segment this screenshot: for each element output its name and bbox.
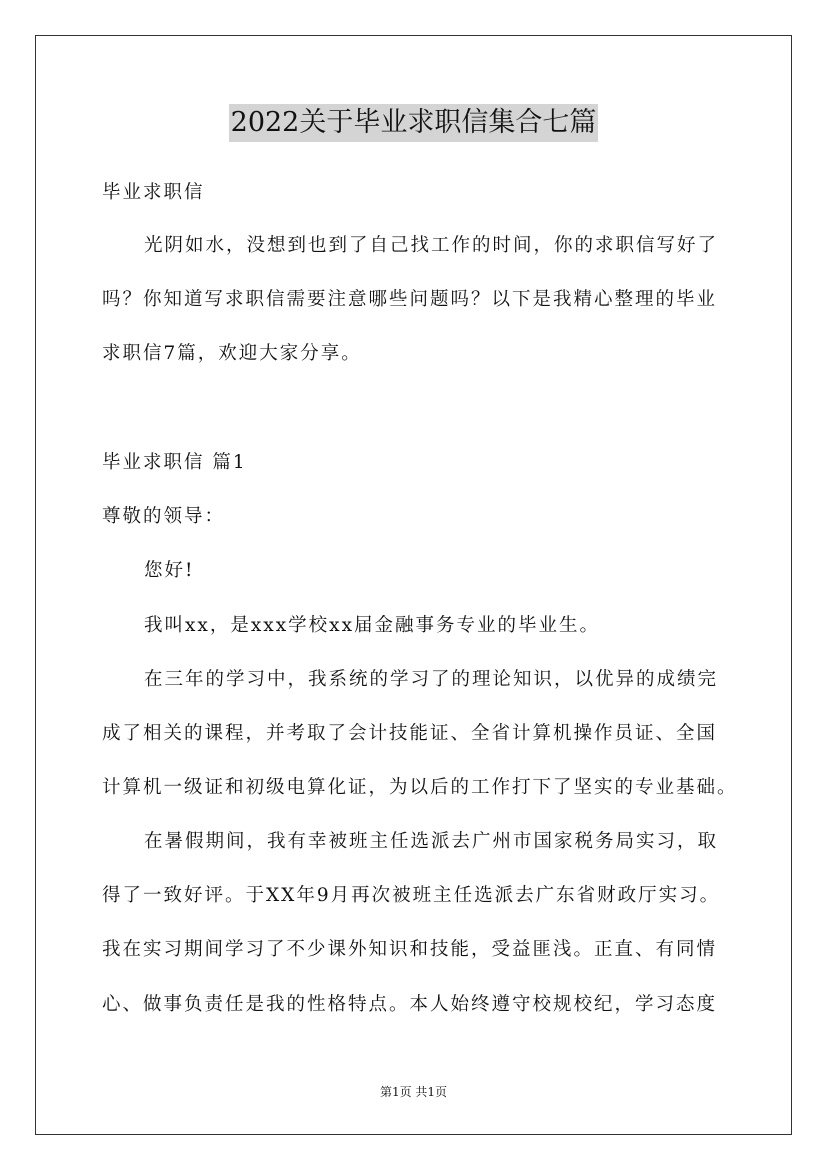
paragraph-line: 成了相关的课程，并考取了会计技能证、全省计算机操作员证、全国 bbox=[102, 723, 718, 744]
section-heading: 毕业求职信 bbox=[102, 182, 205, 203]
paragraph-line: 心、做事负责任是我的性格特点。本人始终遵守校规校纪，学习态度 bbox=[102, 994, 718, 1015]
paragraph-line: 吗？你知道写求职信需要注意哪些问题吗？以下是我精心整理的毕业 bbox=[102, 289, 718, 310]
paragraph-line: 在三年的学习中，我系统的学习了的理论知识，以优异的成绩完 bbox=[144, 669, 719, 690]
document-title: 2022关于毕业求职信集合七篇 bbox=[229, 104, 599, 142]
page-footer: 第1页 共1页 bbox=[379, 1085, 448, 1099]
letter-heading: 毕业求职信 篇1 bbox=[102, 452, 247, 473]
paragraph-line: 光阴如水，没想到也到了自己找工作的时间，你的求职信写好了 bbox=[144, 235, 719, 256]
paragraph-line: 我叫xx，是xxx学校xx届金融事务专业的毕业生。 bbox=[144, 615, 601, 636]
paragraph-line: 求职信7篇，欢迎大家分享。 bbox=[102, 343, 362, 364]
paragraph-line: 在暑假期间，我有幸被班主任选派去广州市国家税务局实习，取 bbox=[144, 831, 719, 852]
document-title-container bbox=[0, 104, 827, 142]
paragraph-line: 我在实习期间学习了不少课外知识和技能，受益匪浅。正直、有同情 bbox=[102, 939, 718, 960]
paragraph-line: 计算机一级证和初级电算化证，为以后的工作打下了坚实的专业基础。 bbox=[102, 777, 738, 798]
paragraph-line: 得了一致好评。于XX年9月再次被班主任选派去广东省财政厅实习。 bbox=[102, 885, 721, 906]
salutation: 尊敬的领导： bbox=[102, 506, 226, 527]
greeting: 您好! bbox=[144, 560, 195, 581]
